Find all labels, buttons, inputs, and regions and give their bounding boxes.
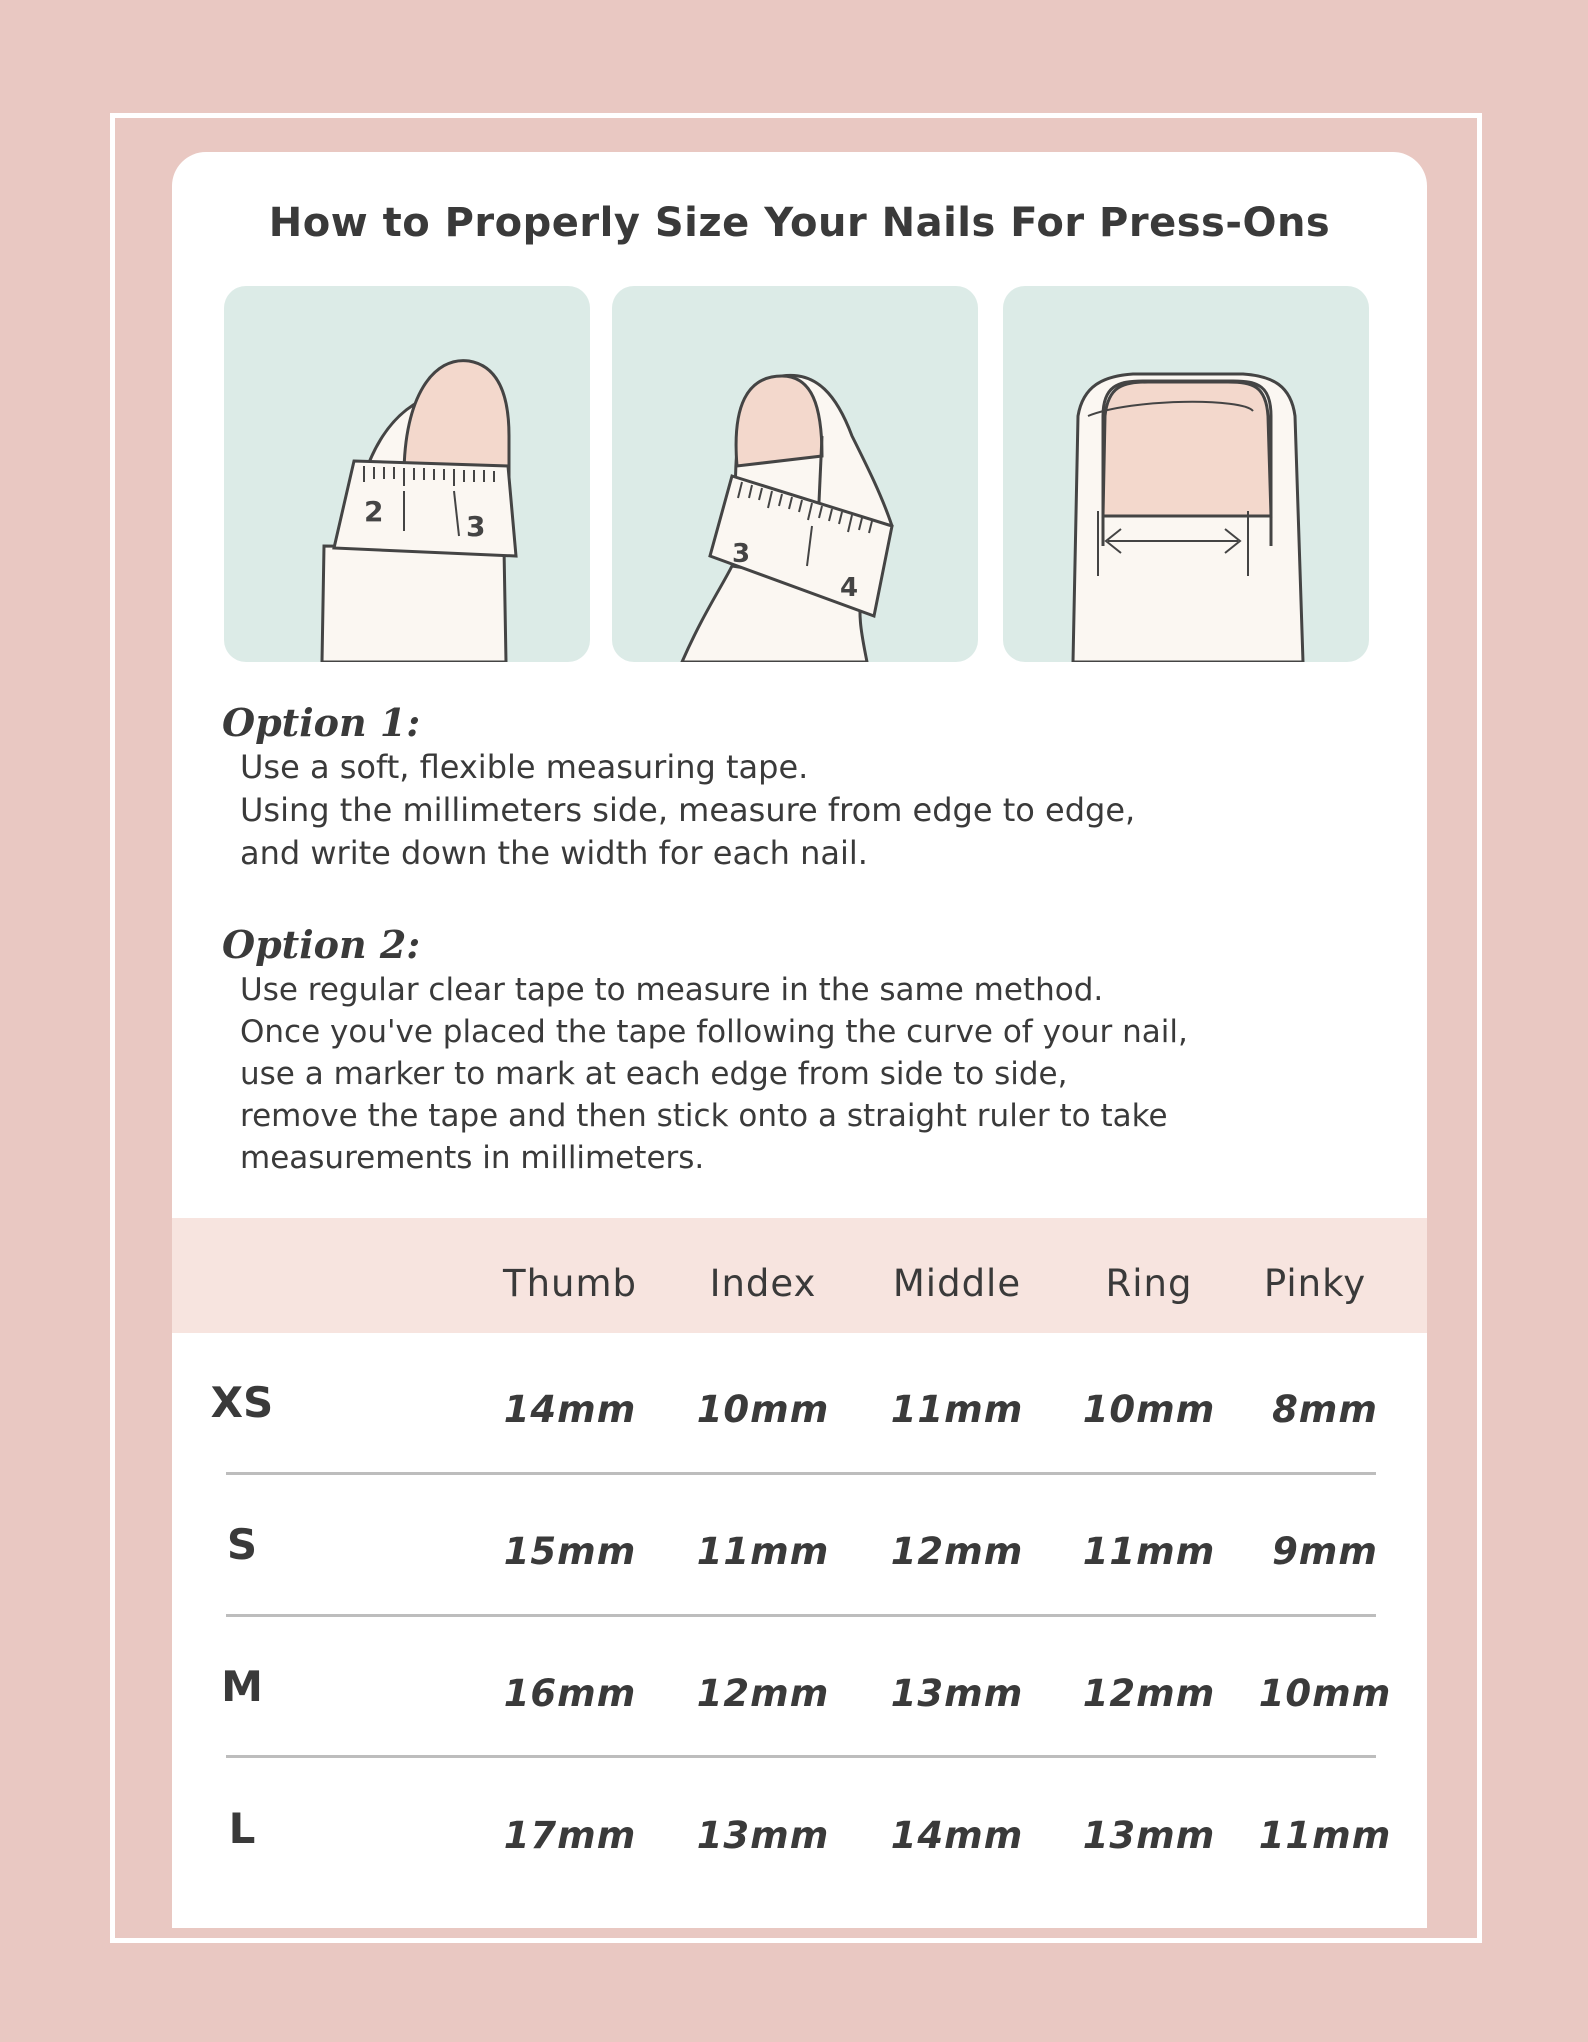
page-title: How to Properly Size Your Nails For Press-Ons: [268, 200, 1331, 246]
illustration-nail-width-arrow: [1003, 286, 1369, 662]
option2-line: use a marker to mark at each edge from side to side,: [240, 1056, 1068, 1092]
tape-number: 3: [732, 539, 751, 569]
option1-heading: Option 1:: [222, 700, 421, 745]
table-cell: 11mm: [1258, 1814, 1392, 1857]
table-cell: 15mm: [503, 1530, 637, 1573]
row-divider: [226, 1614, 1376, 1617]
column-header-middle: Middle: [892, 1262, 1022, 1305]
size-label-l: L: [228, 1804, 256, 1853]
table-cell: 11mm: [1082, 1530, 1216, 1573]
option2-line: Once you've placed the tape following the curve of your nail,: [240, 1014, 1188, 1050]
table-cell: 12mm: [890, 1530, 1024, 1573]
table-cell: 16mm: [503, 1672, 637, 1715]
table-cell: 11mm: [890, 1388, 1024, 1431]
option2-line: remove the tape and then stick onto a straight ruler to take: [240, 1098, 1168, 1134]
option1-line: Use a soft, flexible measuring tape.: [240, 748, 809, 786]
option2-text: [240, 969, 1390, 1179]
size-label-m: M: [221, 1662, 263, 1711]
tape-number: 3: [466, 510, 486, 543]
illustration-tape-around-finger: [224, 286, 590, 662]
illustration-tape-on-nail: [612, 286, 978, 662]
sizing-guide-card: [172, 152, 1427, 1928]
option1-line: Using the millimeters side, measure from edge to edge,: [240, 791, 1136, 829]
size-label-s: S: [226, 1520, 258, 1569]
option1-line: and write down the width for each nail.: [240, 834, 868, 872]
row-divider: [226, 1472, 1376, 1475]
table-cell: 12mm: [1082, 1672, 1216, 1715]
column-header-thumb: Thumb: [502, 1262, 638, 1305]
table-cell: 10mm: [696, 1388, 830, 1431]
table-cell: 11mm: [696, 1530, 830, 1573]
table-cell: 17mm: [503, 1814, 637, 1857]
table-cell: 13mm: [890, 1672, 1024, 1715]
tape-number: 2: [364, 495, 384, 528]
size-label-xs: XS: [210, 1378, 274, 1427]
option2-line: measurements in millimeters.: [240, 1140, 705, 1176]
option1-text: [240, 746, 1390, 875]
table-cell: 9mm: [1272, 1530, 1378, 1573]
column-header-pinky: Pinky: [1263, 1262, 1367, 1305]
column-header-index: Index: [709, 1262, 817, 1305]
table-cell: 10mm: [1258, 1672, 1392, 1715]
table-cell: 13mm: [696, 1814, 830, 1857]
tape-number: 4: [840, 573, 859, 603]
option2-line: Use regular clear tape to measure in the same method.: [240, 972, 1104, 1008]
table-cell: 10mm: [1082, 1388, 1216, 1431]
option2-heading: Option 2:: [222, 922, 421, 967]
table-cell: 14mm: [890, 1814, 1024, 1857]
table-cell: 12mm: [696, 1672, 830, 1715]
column-header-ring: Ring: [1105, 1262, 1193, 1305]
table-cell: 14mm: [503, 1388, 637, 1431]
table-cell: 8mm: [1272, 1388, 1378, 1431]
table-cell: 13mm: [1082, 1814, 1216, 1857]
row-divider: [226, 1755, 1376, 1758]
